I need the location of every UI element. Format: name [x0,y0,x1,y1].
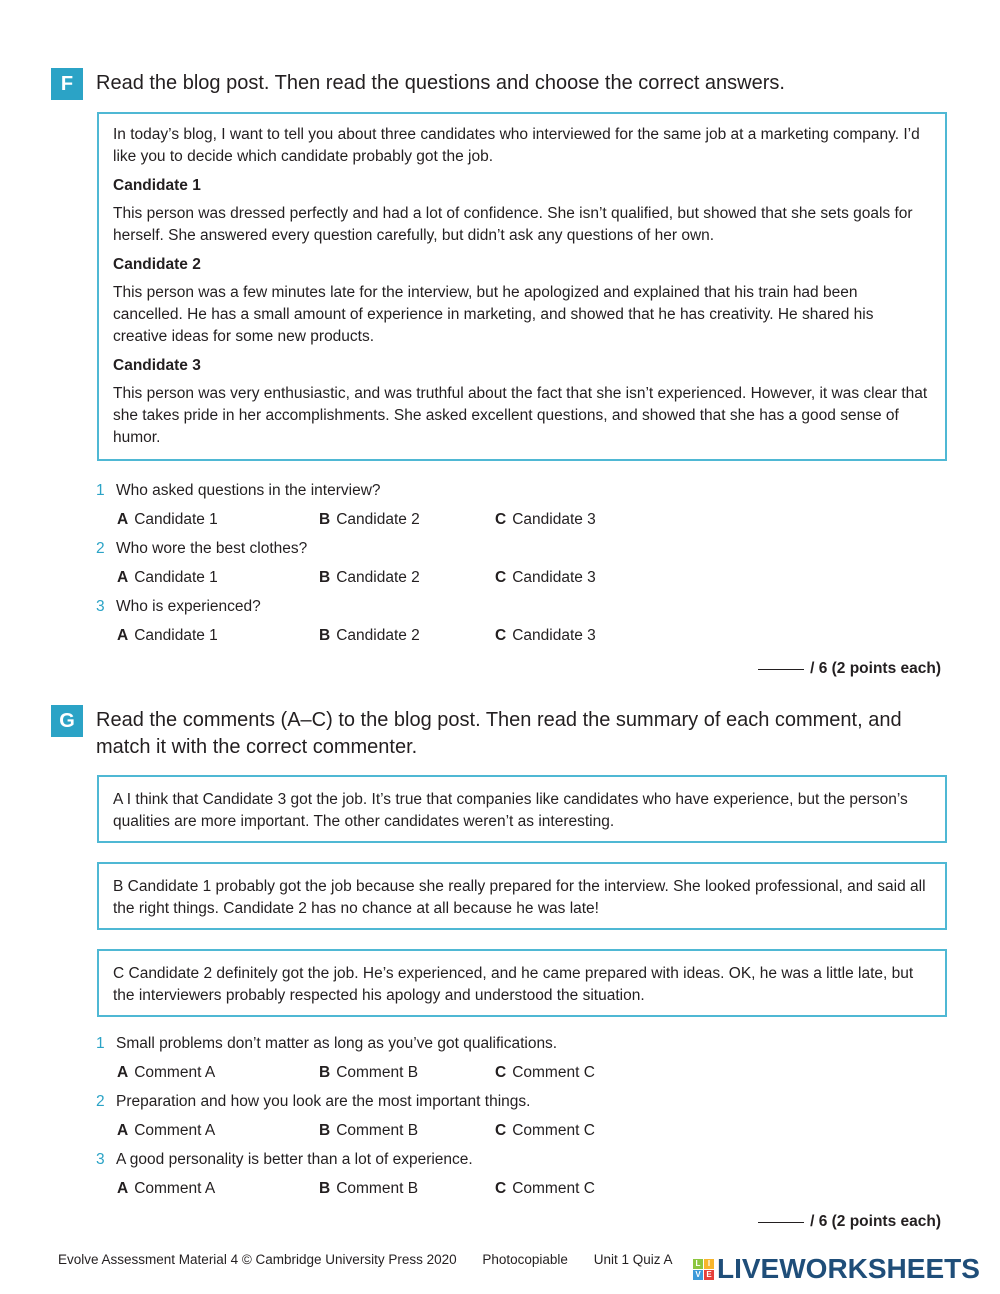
score-blank[interactable] [758,669,804,670]
candidate-3-title: Candidate 3 [113,357,201,374]
f-question-2 [96,539,307,559]
option-c[interactable]: C Comment C [495,1122,595,1139]
option-b[interactable]: B Comment B [319,1122,419,1139]
footer [58,1252,695,1267]
option-b[interactable]: B Candidate 2 [319,511,420,528]
question-number: 1 [96,1035,105,1052]
option-a[interactable]: A Comment A [117,1122,216,1139]
question-text: Preparation and how you look are the most important things. [116,1093,531,1110]
option-a[interactable]: A Comment A [117,1180,216,1197]
option-c[interactable]: C Candidate 3 [495,627,596,644]
section-g-header [51,705,946,761]
candidate-2-title: Candidate 2 [113,256,201,273]
option-c[interactable]: C Comment C [495,1064,595,1081]
section-f-score: / 6 (2 points each) [758,660,941,678]
question-number: 3 [96,1151,105,1168]
question-text: Who asked questions in the interview? [116,482,381,499]
footer-copyright: Evolve Assessment Material 4 © Cambridge University Press 2020 [58,1252,457,1267]
score-blank[interactable] [758,1222,804,1223]
g-question-3 [96,1150,473,1170]
option-c[interactable]: C Candidate 3 [495,511,596,528]
g-question-2 [96,1092,530,1112]
question-number: 2 [96,1093,105,1110]
candidate-1-title: Candidate 1 [113,177,201,194]
option-b[interactable]: B Candidate 2 [319,627,420,644]
question-text: Small problems don’t matter as long as you’ve got qualifications. [116,1035,558,1052]
question-text: A good personality is better than a lot of experience. [116,1151,473,1168]
option-b[interactable]: B Comment B [319,1064,419,1081]
comment-c-box [97,949,947,1017]
candidate-3-text: This person was very enthusiastic, and was truthful about the fact that she isn’t experienced. However, it was clear that she takes pride in her accomplishments. She asked excellent questions, and showed that she has a good sense of humor. [113,385,928,446]
question-text: Who wore the best clothes? [116,540,308,557]
f-question-3 [96,597,261,617]
section-f-letter: F [51,68,83,100]
option-c[interactable]: C Comment C [495,1180,595,1197]
comment-b-text: B Candidate 1 probably got the job because she really prepared for the interview. She looked professional, and said all the right things. Candidate 2 has no chance at all because he was late! [113,878,926,917]
option-a[interactable]: A Candidate 1 [117,627,218,644]
section-f-instruction: Read the blog post. Then read the questions and choose the correct answers. [96,72,785,94]
option-a[interactable]: A Candidate 1 [117,511,218,528]
question-text: Who is experienced? [116,598,261,615]
option-b[interactable]: B Candidate 2 [319,569,420,586]
question-number: 2 [96,540,105,557]
footer-unit: Unit 1 Quiz A [593,1252,673,1267]
logo-text: LIVEWORKSHEETS [717,1253,980,1284]
liveworksheets-logo [693,1253,980,1285]
option-a[interactable]: A Candidate 1 [117,569,218,586]
blog-post-box [97,112,947,461]
section-g-letter: G [51,705,83,737]
comment-b-box [97,862,947,930]
candidate-2-text: This person was a few minutes late for the interview, but he apologized and explained that his train had been cancelled. He has a small amount of experience in marketing, and showed that he has creativity. He shared his creative ideas for some new products. [113,284,874,345]
option-b[interactable]: B Comment B [319,1180,419,1197]
blog-intro: In today’s blog, I want to tell you about three candidates who interviewed for the same job at a marketing company. I’d like you to decide which candidate probably got the job. [113,126,920,165]
footer-photocopiable: Photocopiable [482,1252,568,1267]
comment-a-box [97,775,947,843]
g-question-1 [96,1034,557,1054]
question-number: 3 [96,598,105,615]
comment-a-text: A I think that Candidate 3 got the job. It’s true that companies like candidates who have experience, but the person’s qualities are more important. The other candidates weren’t as interesting. [113,791,908,830]
section-g-score: / 6 (2 points each) [758,1213,941,1231]
candidate-1-text: This person was dressed perfectly and had a lot of confidence. She isn’t qualified, but showed that she sets goals for herself. She answered every question carefully, but didn’t ask any questions of her own. [113,205,913,244]
comment-c-text: C Candidate 2 definitely got the job. He’s experienced, and he came prepared with ideas. OK, he was a little late, but the interviewers probably respected his apology and understood the situation. [113,965,914,1004]
section-g-instruction: Read the comments (A–C) to the blog post. Then read the summary of each comment, and match it with the correct commenter. [96,709,902,758]
section-f-header [51,68,785,100]
question-number: 1 [96,482,105,499]
option-c[interactable]: C Candidate 3 [495,569,596,586]
option-a[interactable]: A Comment A [117,1064,216,1081]
f-question-1 [96,481,381,501]
live-tiles-icon: L I V E [693,1259,714,1280]
